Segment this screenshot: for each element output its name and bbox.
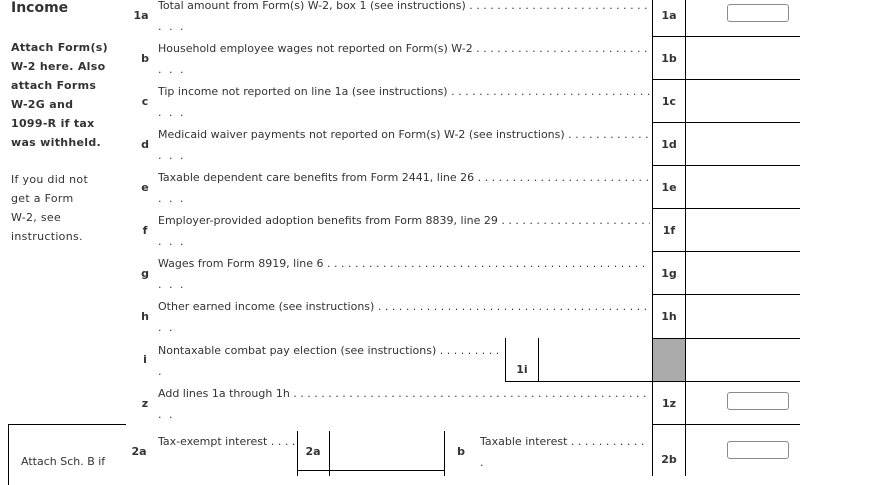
- sch-b-note: Attach Sch. B if: [21, 455, 106, 468]
- row-rule: [652, 122, 800, 123]
- row-rule: [652, 165, 800, 166]
- line-number-1a: 1a: [133, 9, 149, 22]
- attach-note-line: W-2G and: [11, 98, 74, 111]
- line-2b-row: [480, 431, 648, 473]
- line-2b-desc: Taxable interest . . .: [480, 431, 648, 452]
- line-1i-ref: 1i: [516, 363, 528, 376]
- line-letter-b: b: [141, 52, 149, 65]
- line-1f-row: [158, 210, 650, 252]
- section-title: Income: [11, 0, 69, 16]
- line-2a-box-bottom: [297, 470, 445, 471]
- line-1d-leader: . . .: [158, 149, 186, 162]
- row-rule: [652, 424, 800, 425]
- ref-1e: 1e: [661, 181, 677, 194]
- ref-1d: 1d: [661, 138, 677, 151]
- ref-1f: 1f: [662, 224, 676, 237]
- line-1c-leader: . . .: [158, 106, 186, 119]
- line-letter-h: h: [141, 310, 149, 323]
- line-1c-row: [158, 81, 650, 123]
- line-1i-leader: .: [158, 365, 164, 378]
- no-w2-note-line: If you did not: [11, 173, 89, 186]
- no-w2-note-line: W-2, see: [11, 211, 62, 224]
- attach-note-line: 1099-R if tax: [11, 117, 95, 130]
- line-2a-ref: 2a: [305, 445, 321, 458]
- attach-note-line: Attach Form(s): [11, 41, 108, 54]
- line-1i-shaded-cell: [653, 339, 685, 381]
- row-rule: [652, 251, 800, 252]
- line-1g-leader: . . .: [158, 278, 186, 291]
- line-1e-row: [158, 167, 650, 209]
- line-1z-row: [158, 383, 650, 425]
- line-1i-desc: Nontaxable combat pay election (see instructions) . . .: [158, 340, 503, 361]
- line-1c-desc: Tip income not reported on line 1a (see instructions) . . .: [158, 81, 650, 102]
- ref-1c: 1c: [661, 95, 677, 108]
- line-1z-desc: Add lines 1a through 1h . . .: [158, 383, 650, 404]
- line-1h-leader: . .: [158, 321, 175, 334]
- line-letter-d: d: [141, 138, 149, 151]
- line-1f-desc: Employer-provided adoption benefits from Form 8839, line 29 . . .: [158, 210, 650, 231]
- line-letter-g: g: [141, 267, 149, 280]
- attach-w2-note: [11, 38, 108, 152]
- line-letter-i: i: [143, 353, 147, 366]
- line-1a-amount-input[interactable]: [727, 4, 789, 22]
- no-w2-note-line: instructions.: [11, 230, 83, 243]
- line-letter-c: c: [141, 95, 149, 108]
- line-1e-desc: Taxable dependent care benefits from Form 2441, line 26 . . .: [158, 167, 650, 188]
- line-1d-row: [158, 124, 650, 166]
- ref-1b: 1b: [661, 52, 677, 65]
- ref-1z: 1z: [661, 397, 677, 410]
- line-letter-z: z: [141, 397, 149, 410]
- line-letter-e: e: [141, 181, 149, 194]
- line-number-2a: 2a: [131, 445, 147, 458]
- line-2b-leader: .: [480, 456, 486, 469]
- line-1b-row: [158, 38, 650, 80]
- ref-1a: 1a: [661, 9, 677, 22]
- line-1b-desc: Household employee wages not reported on Form(s) W-2 . . .: [158, 38, 650, 59]
- line-1a-leader: . . .: [158, 20, 186, 33]
- line-letter-f: f: [142, 224, 148, 237]
- line-2b-amount-input[interactable]: [727, 441, 789, 459]
- row-rule: [505, 381, 800, 382]
- line-1b-leader: . . .: [158, 63, 186, 76]
- line-1a-desc: Total amount from Form(s) W-2, box 1 (see instructions) . . .: [158, 0, 650, 16]
- attach-note-line: attach Forms: [11, 79, 97, 92]
- line-2a-desc: Tax-exempt interest . . .: [158, 431, 298, 452]
- ref-1g: 1g: [661, 267, 677, 280]
- line-1f-leader: . . .: [158, 235, 186, 248]
- ref-1h: 1h: [661, 310, 677, 323]
- line-letter-2b: b: [457, 445, 465, 458]
- line-1g-desc: Wages from Form 8919, line 6 . . .: [158, 253, 650, 274]
- no-w2-note-line: get a Form: [11, 192, 74, 205]
- row-rule: [652, 79, 800, 80]
- line-1z-amount-input[interactable]: [727, 392, 789, 410]
- line-1e-leader: . . .: [158, 192, 186, 205]
- line-1d-desc: Medicaid waiver payments not reported on Form(s) W-2 (see instructions) . . .: [158, 124, 650, 145]
- row-rule: [652, 294, 800, 295]
- attach-note-line: was withheld.: [11, 136, 101, 149]
- line-1h-desc: Other earned income (see instructions) . . .: [158, 296, 650, 317]
- attach-note-line: W-2 here. Also: [11, 60, 106, 73]
- line-1i-row: [158, 340, 503, 382]
- line-1h-row: [158, 296, 650, 338]
- no-w2-note: [11, 170, 88, 246]
- row-rule: [652, 36, 800, 37]
- row-rule: [652, 208, 800, 209]
- line-1z-leader: . .: [158, 408, 175, 421]
- line-1g-row: [158, 253, 650, 295]
- line-2a-row: [158, 431, 298, 452]
- line-1a-row: [158, 0, 650, 37]
- ref-2b: 2b: [661, 453, 677, 466]
